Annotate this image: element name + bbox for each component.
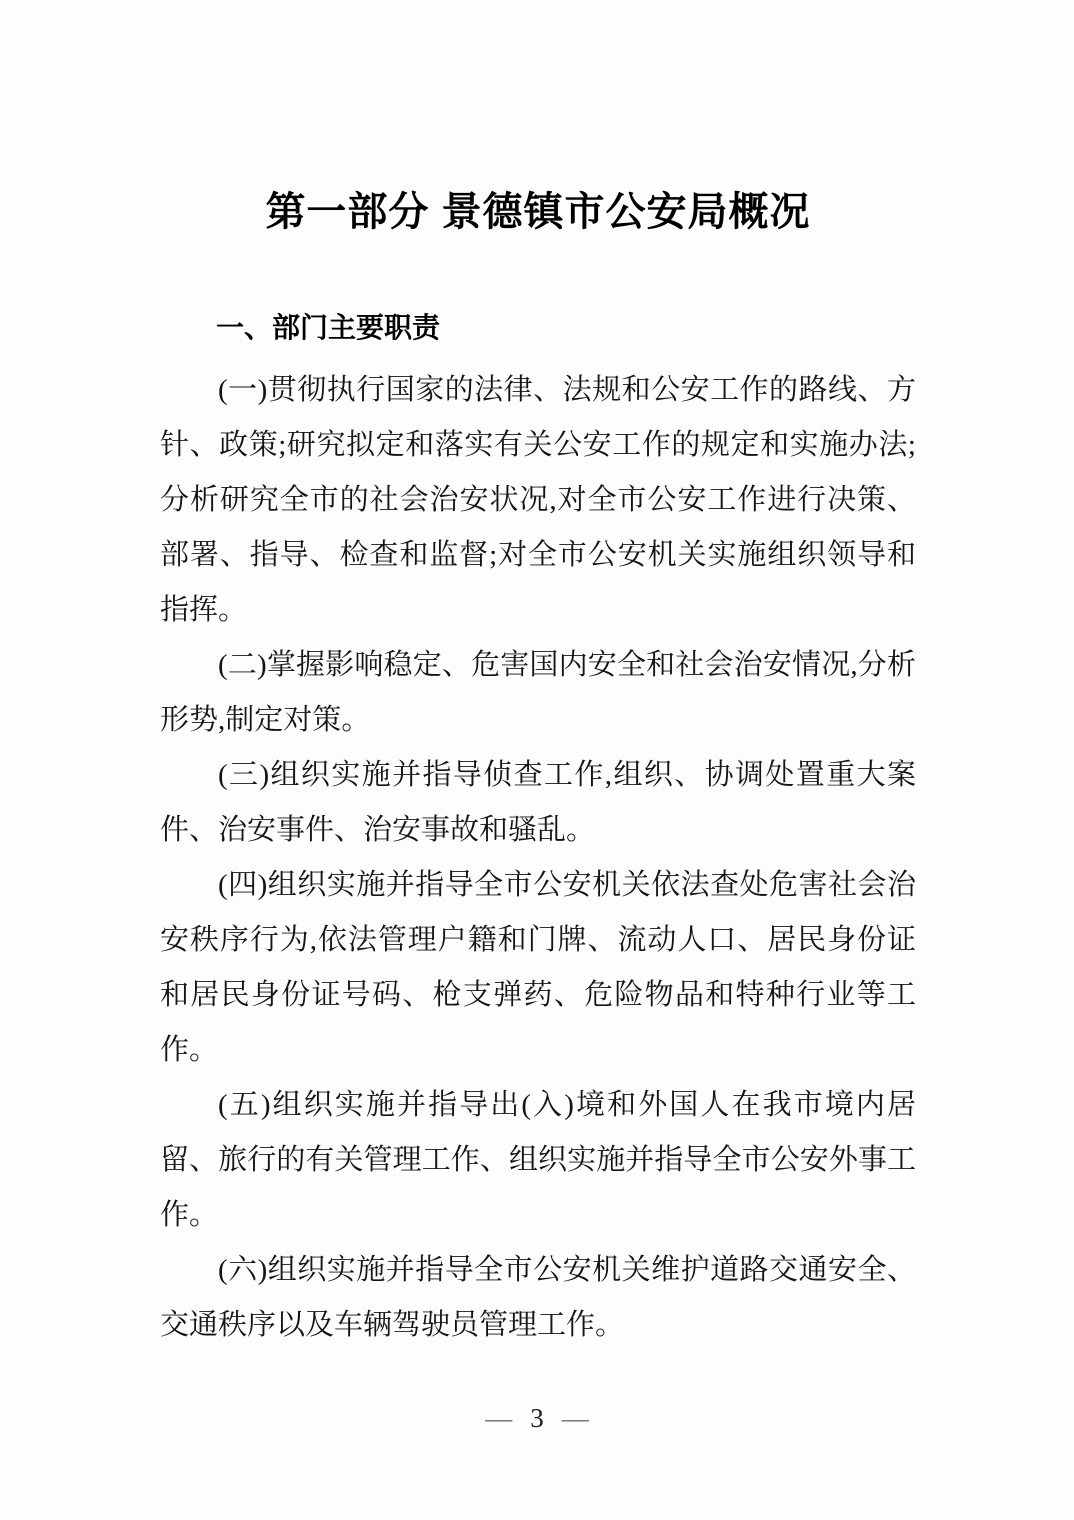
paragraphs bbox=[160, 363, 916, 1353]
paragraph: (六)组织实施并指导全市公安机关维护道路交通安全、交通秩序以及车辆驾驶员管理工作。 bbox=[160, 1254, 916, 1341]
document-title: 第一部分 景德镇市公安局概况 bbox=[265, 190, 811, 234]
paragraph: (四)组织实施并指导全市公安机关依法查处危害社会治安秩序行为,依法管理户籍和门牌、流动人口、居民身份证和居民身份证号码、枪支弹药、危险物品和特种行业等工作。 bbox=[160, 869, 916, 1066]
paragraph: (二)掌握影响稳定、危害国内安全和社会治安情况,分析形势,制定对策。 bbox=[160, 649, 916, 736]
footer-dash-right: — bbox=[561, 1403, 589, 1433]
paragraph: (五)组织实施并指导出(入)境和外国人在我市境内居留、旅行的有关管理工作、组织实施并指导全市公安外事工作。 bbox=[160, 1089, 916, 1231]
footer-dash-left: — bbox=[485, 1403, 513, 1433]
paragraph: (一)贯彻执行国家的法律、法规和公安工作的路线、方针、政策;研究拟定和落实有关公安工作的规定和实施办法;分析研究全市的社会治安状况,对全市公安工作进行决策、部署、指导、检查和监督;对全市公安机关实施组织领导和指挥。 bbox=[160, 374, 916, 626]
paragraph: (三)组织实施并指导侦查工作,组织、协调处置重大案件、治安事件、治安事故和骚乱。 bbox=[160, 759, 916, 846]
page-footer bbox=[0, 1398, 1074, 1438]
page-number: 3 bbox=[530, 1403, 544, 1433]
section-heading: 一、部门主要职责 bbox=[216, 312, 441, 343]
